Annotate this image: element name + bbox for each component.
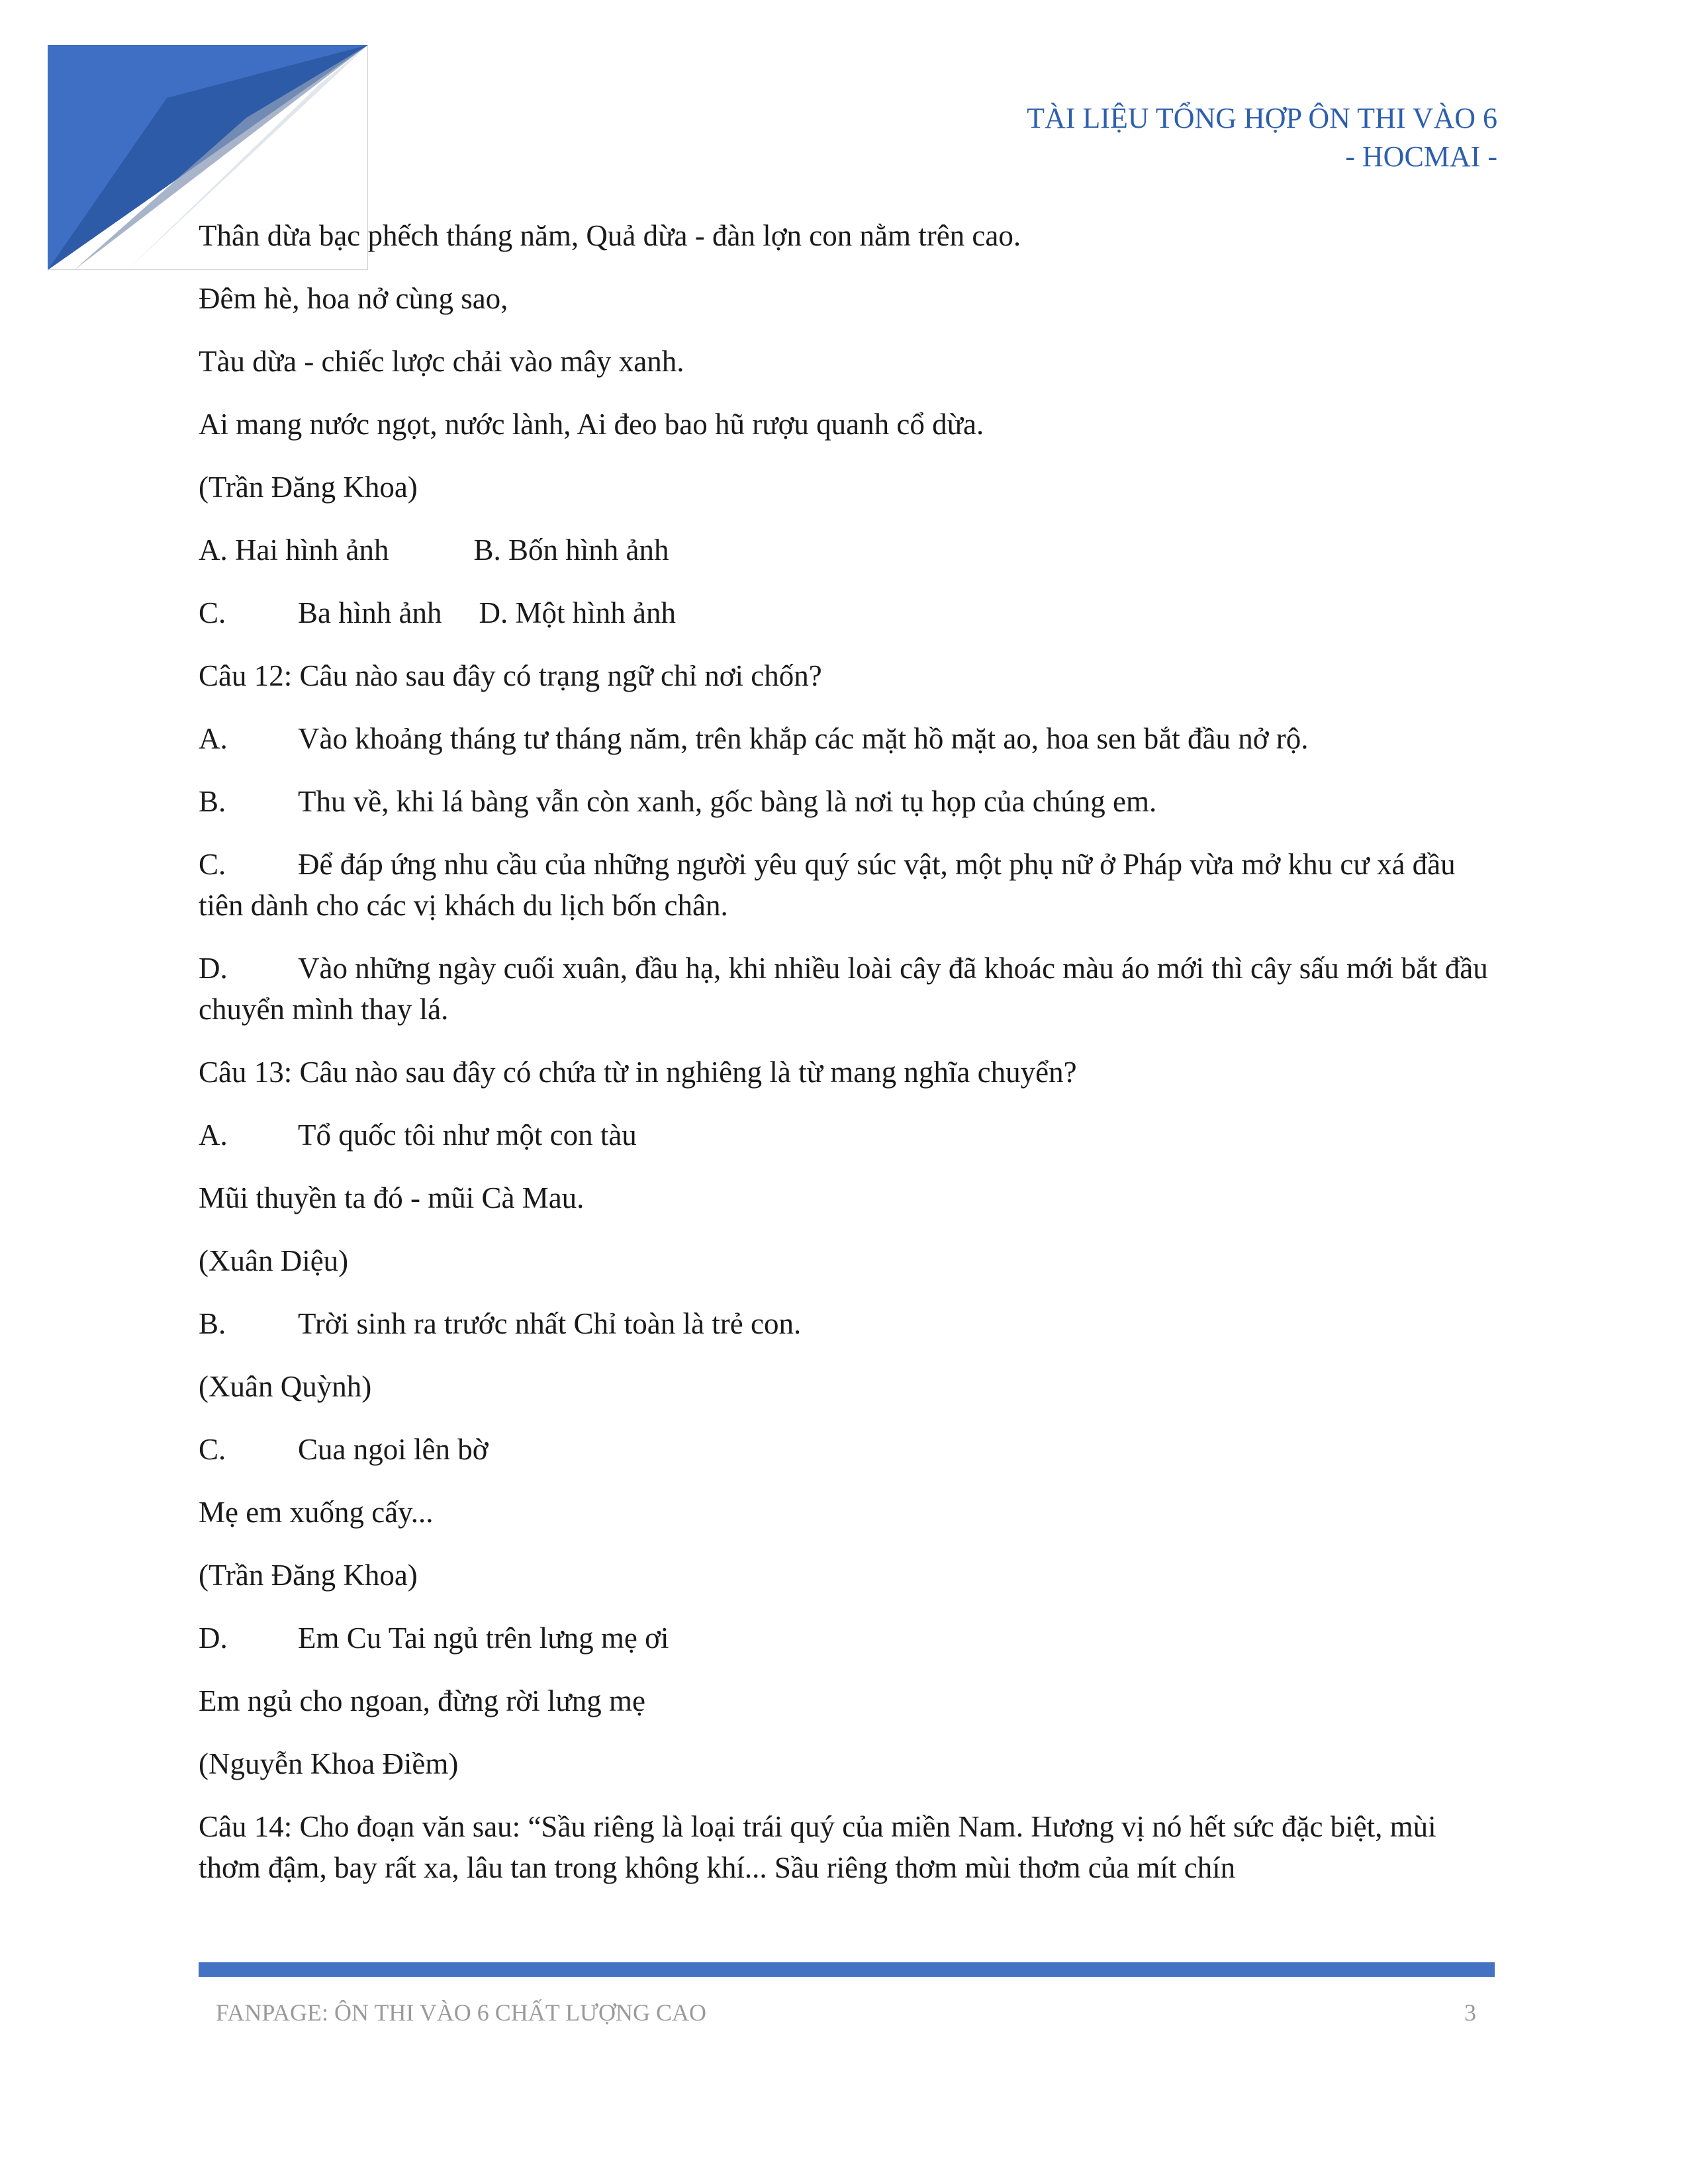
q13-b-letter: B. (199, 1307, 226, 1340)
footer-fanpage: FANPAGE: ÔN THI VÀO 6 CHẤT LƯỢNG CAO (216, 1999, 706, 2026)
q13-question: Câu 13: Câu nào sau đây có chứa từ in nghiêng là từ mang nghĩa chuyển? (199, 1056, 1077, 1089)
q13-a-author: (Xuân Diệu) (199, 1244, 349, 1277)
q12-b-text: Thu về, khi lá bàng vẫn còn xanh, gốc bàng là nơi tụ họp của chúng em. (298, 785, 1157, 818)
q11-options-row-2 (199, 592, 1496, 633)
q12-d-letter: D. (199, 952, 228, 985)
q12-option-d (199, 948, 1496, 1030)
q13-d-line-2: Em ngủ cho ngoan, đừng rời lưng mẹ (199, 1684, 645, 1717)
poem-line-2: Đêm hè, hoa nở cùng sao, (199, 282, 508, 315)
poem-line-1: Thân dừa bạc phếch tháng năm, Quả dừa - đàn lợn con nằm trên cao. (199, 219, 1021, 252)
footer-divider (199, 1962, 1495, 1977)
q11-options-row-1 (199, 529, 1496, 570)
q14-question: Câu 14: Cho đoạn văn sau: “Sầu riêng là loại trái quý của miền Nam. Hương vị nó hết sức đặc biệt, mùi thơm đậm, bay rất xa, lâu tan trong không khí... Sầu riêng thơm mùi thơm của mít chín (199, 1810, 1436, 1884)
q12-option-c (199, 844, 1496, 926)
q12-c-text: Để đáp ứng nhu cầu của những người yêu quý súc vật, một phụ nữ ở Pháp vừa mở khu cư xá đầu tiên dành cho các vị khách du lịch bốn chân. (199, 848, 1456, 922)
q12-b-letter: B. (199, 785, 226, 818)
q13-b-text: Trời sinh ra trước nhất Chỉ toàn là trẻ con. (298, 1307, 802, 1340)
header-title: TÀI LIỆU TỔNG HỢP ÔN THI VÀO 6 (1027, 102, 1497, 134)
q13-d-author: (Nguyễn Khoa Điềm) (199, 1747, 459, 1780)
document-body (199, 215, 1496, 1910)
q12-option-a (199, 718, 1496, 759)
header-subtitle: - HOCMAI - (1345, 140, 1497, 173)
page-header (1027, 99, 1497, 176)
q13-a-letter: A. (199, 1118, 228, 1152)
q12-d-text: Vào những ngày cuối xuân, đầu hạ, khi nhiều loài cây đã khoác màu áo mới thì cây sấu mới bắt đầu chuyển mình thay lá. (199, 952, 1488, 1026)
page-number: 3 (1464, 1999, 1476, 2026)
poem-author: (Trần Đăng Khoa) (199, 471, 418, 504)
q13-d-letter: D. (199, 1621, 228, 1655)
q13-a-text: Tổ quốc tôi như một con tàu (298, 1118, 637, 1152)
poem-line-3: Tàu dừa - chiếc lược chải vào mây xanh. (199, 345, 684, 378)
q11-option-b: B. Bốn hình ảnh (473, 533, 669, 567)
q13-d-text: Em Cu Tai ngủ trên lưng mẹ ơi (298, 1621, 669, 1655)
q13-option-a (199, 1115, 1496, 1156)
q12-question: Câu 12: Câu nào sau đây có trạng ngữ chỉ nơi chốn? (199, 659, 822, 692)
q13-b-author: (Xuân Quỳnh) (199, 1370, 372, 1403)
q13-option-b (199, 1303, 1496, 1344)
q11-option-c-letter: C. (199, 596, 226, 629)
q12-a-text: Vào khoảng tháng tư tháng năm, trên khắp các mặt hồ mặt ao, hoa sen bắt đầu nở rộ. (298, 722, 1309, 755)
q13-option-d (199, 1617, 1496, 1659)
poem-line-4: Ai mang nước ngọt, nước lành, Ai đeo bao hũ rượu quanh cổ dừa. (199, 408, 984, 441)
q12-c-letter: C. (199, 848, 226, 881)
q12-a-letter: A. (199, 722, 228, 755)
q13-c-line-2: Mẹ em xuống cấy... (199, 1496, 434, 1529)
q13-c-letter: C. (199, 1433, 226, 1466)
q13-option-c (199, 1429, 1496, 1470)
q13-c-author: (Trần Đăng Khoa) (199, 1559, 418, 1592)
q13-a-line-2: Mũi thuyền ta đó - mũi Cà Mau. (199, 1181, 585, 1214)
q11-option-a: A. Hai hình ảnh (199, 533, 389, 567)
q11-option-d: D. Một hình ảnh (479, 596, 676, 629)
q11-option-c-text: Ba hình ảnh (298, 596, 442, 629)
q12-option-b (199, 781, 1496, 822)
q13-c-text: Cua ngoi lên bờ (298, 1433, 489, 1466)
